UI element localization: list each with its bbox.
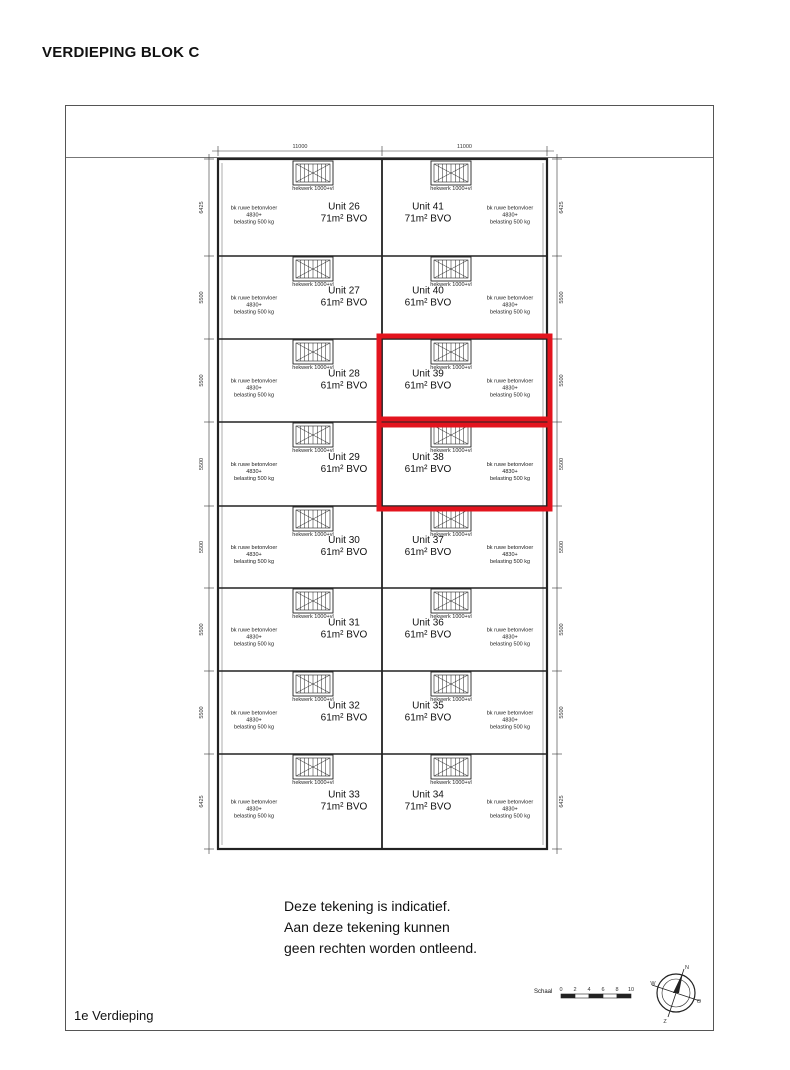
stair-icon xyxy=(430,161,471,192)
stair-note: hekwerk 1000+vl xyxy=(430,365,472,371)
unit-area: 71m² BVO xyxy=(320,213,368,225)
floor-note-line-1: bk ruwe betonvloer xyxy=(230,205,278,212)
unit-area: 71m² BVO xyxy=(404,801,452,813)
dimension-label: 11000 xyxy=(292,144,308,150)
compass-w: W xyxy=(650,981,656,987)
stair-icon xyxy=(292,423,333,454)
floor-note-line-2: 4830+ xyxy=(502,717,518,724)
stair-note: hekwerk 1000+vl xyxy=(292,614,334,620)
unit-area: 61m² BVO xyxy=(320,297,368,309)
floor-note-line-2: 4830+ xyxy=(502,634,518,641)
compass-z: Z xyxy=(663,1019,667,1025)
floor-note-line-1: bk ruwe betonvloer xyxy=(230,295,278,302)
dimension-label: 5500 xyxy=(199,706,205,719)
unit-name: Unit 31 xyxy=(328,617,360,629)
dimension-label: 5500 xyxy=(199,457,205,471)
stair-icon xyxy=(430,340,471,371)
page-title: VERDIEPING BLOK C xyxy=(42,44,200,61)
unit-area: 61m² BVO xyxy=(320,629,368,641)
floor-note-line-3: belasting 500 kg xyxy=(233,476,275,482)
unit-name: Unit 32 xyxy=(328,700,360,712)
unit-name: Unit 27 xyxy=(328,285,360,297)
scale-segment xyxy=(575,994,589,998)
scale-segment xyxy=(561,994,575,998)
unit-name: Unit 33 xyxy=(328,789,360,801)
unit-name: Unit 39 xyxy=(412,368,444,380)
floor-note-line-3: belasting 500 kg xyxy=(489,309,531,316)
disclaimer xyxy=(284,896,477,959)
floor-note-line-1: bk ruwe betonvloer xyxy=(230,545,278,551)
unit-area: 61m² BVO xyxy=(404,629,452,641)
unit-name: Unit 29 xyxy=(328,452,360,463)
floor-note-line-1: bk ruwe betonvloer xyxy=(486,205,534,212)
compass-needle xyxy=(673,972,683,993)
stair-icon xyxy=(292,755,333,786)
floor-note-line-3: belasting 500 kg xyxy=(489,813,531,820)
disclaimer-line-1: Deze tekening is indicatief. xyxy=(284,898,451,914)
unit-area: 61m² BVO xyxy=(404,547,452,558)
dimension-label: 5500 xyxy=(559,706,565,719)
stair-note: hekwerk 1000+vl xyxy=(430,448,472,454)
stair-icon xyxy=(430,589,471,620)
floor-note-line-2: 4830+ xyxy=(502,469,518,475)
dimension-label: 5500 xyxy=(199,291,205,304)
unit-name: Unit 36 xyxy=(412,617,444,629)
stair-icon xyxy=(430,507,471,538)
compass-n: N xyxy=(685,965,689,971)
scale-tick-label: 2 xyxy=(573,987,577,993)
stair-icon xyxy=(292,257,333,288)
unit-area: 61m² BVO xyxy=(320,464,368,475)
floor-note-line-3: belasting 500 kg xyxy=(489,392,531,399)
dimension-label: 5500 xyxy=(559,540,565,554)
floor-note-line-2: 4830+ xyxy=(246,806,262,813)
floor-note-line-2: 4830+ xyxy=(246,302,262,309)
floor-note-line-3: belasting 500 kg xyxy=(233,641,275,648)
floor-note-line-3: belasting 500 kg xyxy=(233,219,275,226)
stair-icon xyxy=(430,423,471,454)
stair-icon xyxy=(292,161,333,192)
floor-note-line-2: 4830+ xyxy=(246,469,262,475)
stair-icon xyxy=(292,340,333,371)
floor-note-line-2: 4830+ xyxy=(246,385,262,392)
stair-note: hekwerk 1000+vl xyxy=(430,780,472,786)
stair-note: hekwerk 1000+vl xyxy=(292,282,334,288)
stair-note: hekwerk 1000+vl xyxy=(430,614,472,620)
unit-area: 61m² BVO xyxy=(320,547,368,558)
stair-icon xyxy=(430,257,471,288)
floor-note-line-1: bk ruwe betonvloer xyxy=(486,378,534,385)
stair-note: hekwerk 1000+vl xyxy=(292,532,334,538)
stair-note: hekwerk 1000+vl xyxy=(292,365,334,371)
dimension-label: 6425 xyxy=(559,795,565,808)
unit-name: Unit 34 xyxy=(412,789,444,801)
dimension-label: 5500 xyxy=(199,540,205,554)
floor-note-line-1: bk ruwe betonvloer xyxy=(486,462,534,468)
unit-area: 61m² BVO xyxy=(320,712,368,724)
dimension-label: 6425 xyxy=(199,795,205,808)
stair-note: hekwerk 1000+vl xyxy=(430,532,472,538)
floor-note-line-2: 4830+ xyxy=(246,212,262,219)
floor-note-line-1: bk ruwe betonvloer xyxy=(486,710,534,717)
stair-icon xyxy=(292,589,333,620)
floor-note-line-2: 4830+ xyxy=(502,212,518,219)
unit-area: 61m² BVO xyxy=(404,380,452,392)
unit-name: Unit 28 xyxy=(328,368,360,380)
scale-segment xyxy=(617,994,631,998)
floor-note-line-2: 4830+ xyxy=(502,806,518,813)
dimension-label: 5500 xyxy=(559,623,565,636)
floor-note-line-3: belasting 500 kg xyxy=(233,559,275,565)
scale-tick-label: 0 xyxy=(559,987,563,993)
floor-note-line-3: belasting 500 kg xyxy=(489,476,531,482)
floor-note-line-1: bk ruwe betonvloer xyxy=(230,799,278,806)
unit-name: Unit 38 xyxy=(412,452,444,463)
floor-note-line-1: bk ruwe betonvloer xyxy=(486,545,534,551)
stair-note: hekwerk 1000+vl xyxy=(430,697,472,703)
floor-note-line-2: 4830+ xyxy=(246,717,262,724)
dimension-label: 5500 xyxy=(199,374,205,387)
floor-note-line-2: 4830+ xyxy=(502,302,518,309)
dimension-label: 6425 xyxy=(199,201,205,214)
stair-icon xyxy=(430,755,471,786)
dimension-label: 5500 xyxy=(199,623,205,636)
unit-name: Unit 35 xyxy=(412,700,444,712)
floor-note-line-2: 4830+ xyxy=(246,552,262,558)
unit-area: 71m² BVO xyxy=(404,213,452,225)
disclaimer-line-3: geen rechten worden ontleend. xyxy=(284,940,478,956)
stair-note: hekwerk 1000+vl xyxy=(292,186,334,192)
floor-note-line-3: belasting 500 kg xyxy=(489,724,531,731)
scale-tick-label: 10 xyxy=(627,987,635,993)
scale-segment xyxy=(603,994,617,998)
scale-tick-label: 6 xyxy=(601,987,605,993)
floor-note-line-1: bk ruwe betonvloer xyxy=(486,627,534,634)
unit-name: Unit 41 xyxy=(412,201,444,213)
compass-o: O xyxy=(696,999,702,1005)
floor-note-line-1: bk ruwe betonvloer xyxy=(486,799,534,806)
unit-area: 61m² BVO xyxy=(320,380,368,392)
floor-note-line-3: belasting 500 kg xyxy=(233,813,275,820)
stair-icon xyxy=(430,672,471,703)
dimension-label: 5500 xyxy=(559,457,565,471)
floor-note-line-3: belasting 500 kg xyxy=(233,309,275,316)
scale-tick-label: 4 xyxy=(587,987,591,993)
unit-name: Unit 26 xyxy=(328,201,360,213)
unit-name: Unit 40 xyxy=(412,285,444,297)
stair-icon xyxy=(292,672,333,703)
disclaimer-line-2: Aan deze tekening kunnen xyxy=(284,919,450,935)
floor-note-line-1: bk ruwe betonvloer xyxy=(230,627,278,634)
dimension-label: 11000 xyxy=(457,144,472,150)
floor-note-line-3: belasting 500 kg xyxy=(233,724,275,731)
unit-name: Unit 30 xyxy=(328,535,360,546)
floor-note-line-2: 4830+ xyxy=(502,552,518,558)
dimension-label: 5500 xyxy=(559,291,565,304)
stair-note: hekwerk 1000+vl xyxy=(292,697,334,703)
dimension-label: 6425 xyxy=(559,201,565,214)
unit-area: 61m² BVO xyxy=(404,297,452,309)
floor-note-line-2: 4830+ xyxy=(246,634,262,641)
floor-note-line-3: belasting 500 kg xyxy=(489,641,531,648)
floor-label: 1e Verdieping xyxy=(74,1008,154,1023)
scale-segment xyxy=(589,994,603,998)
stair-note: hekwerk 1000+vl xyxy=(292,780,334,786)
unit-area: 61m² BVO xyxy=(404,712,452,724)
stair-note: hekwerk 1000+vl xyxy=(430,186,472,192)
floor-note-line-3: belasting 500 kg xyxy=(233,392,275,399)
unit-name: Unit 37 xyxy=(412,535,444,546)
dimension-label: 5500 xyxy=(559,374,565,387)
floor-plan xyxy=(66,106,715,1032)
floor-note-line-1: bk ruwe betonvloer xyxy=(486,295,534,302)
scale-label: Schaal xyxy=(534,989,553,995)
floor-note-line-3: belasting 500 kg xyxy=(489,219,531,226)
scale-tick-label: 8 xyxy=(615,987,619,993)
unit-area: 71m² BVO xyxy=(320,801,368,813)
stair-icon xyxy=(292,507,333,538)
unit-area: 61m² BVO xyxy=(404,464,452,475)
drawing-sheet xyxy=(65,105,714,1031)
stair-note: hekwerk 1000+vl xyxy=(430,282,472,288)
compass-icon xyxy=(650,965,701,1025)
floor-note-line-2: 4830+ xyxy=(502,385,518,392)
floor-note-line-1: bk ruwe betonvloer xyxy=(230,378,278,385)
floor-note-line-3: belasting 500 kg xyxy=(489,559,531,565)
floor-note-line-1: bk ruwe betonvloer xyxy=(230,462,278,468)
stair-note: hekwerk 1000+vl xyxy=(292,448,334,454)
floor-note-line-1: bk ruwe betonvloer xyxy=(230,710,278,717)
